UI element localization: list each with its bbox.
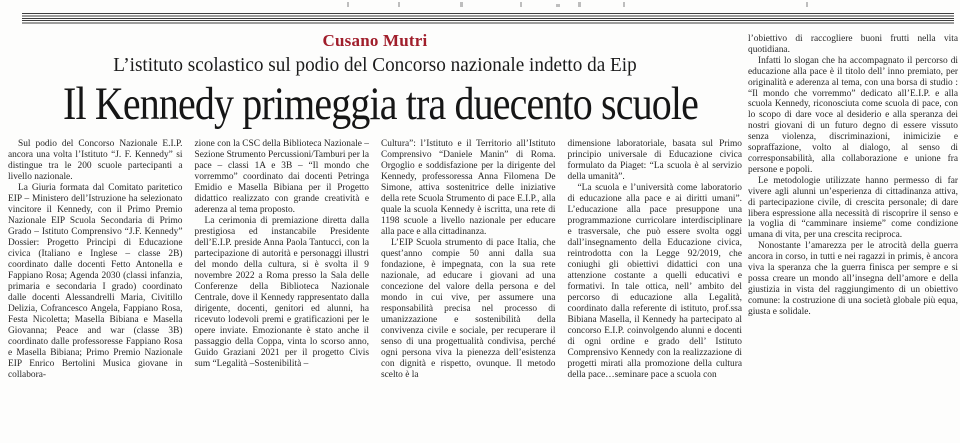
article-column-1: [8, 139, 183, 381]
article-column-2: [195, 139, 370, 381]
article-paragraph: zione con la CSC della Biblioteca Nazionale – Sezione Strumento Percussioni/Tamburi per la pace – classi 1A e 3B – “Il mondo che vorremmo” coordinato dai docenti Petringa Emidio e Masella Bibiana per il Progetto didattico realizzato con grande creatività e aderenza al tema proposto.: [194, 139, 369, 215]
masthead-rule: [22, 13, 954, 24]
article-paragraph: “La scuola e l’università come laboratorio di educazione alla pace e ai diritti umani”. L’educazione alla pace presuppone una programmazione curricolare interdisciplinare e trasversale, che può essere svolta oggi dall’insegnamento della Educazione civica, reintrodotta con la Legge 92/2019, che coniughi gli obiettivi didattici con una attenzione costante a quelli educativi e formativi. In tale ottica, nell’ ambito del percorso di educazione alla Legalità, coordinato dalla referente di istituto, prof.ssa Bibiana Masella, il Kennedy ha partecipato al concorso E.I.P. coinvolgendo alunni e docenti di ogni ordine e grado dell’ Istituto Comprensivo Kennedy con la realizzazione di progetti mirati alla promozione della cultura della pace…seminare pace a scuola con: [567, 183, 742, 380]
article-column-4: [568, 139, 743, 381]
subheadline: L’istituto scolastico sul podio del Concorso nazionale indetto da Eip: [113, 54, 637, 76]
article-column-5: [748, 34, 958, 318]
article-column-3: [381, 139, 556, 381]
article-paragraph: Sul podio del Concorso Nazionale E.I.P. ancora una volta l’Istituto “J. F. Kennedy” si distingue tra le 200 scuole partecipanti a livello nazionale.: [8, 139, 183, 182]
article-paragraph: Infatti lo slogan che ha accompagnato il percorso di educazione alla pace è il titolo dell’ inno premiato, per originalità e aderenza al tema, con una borsa di studio : “Il mondo che vorremmo” dedicato all’E.I.P. e alla scuola Kennedy, riconosciuta come scuola di pace, con lo scopo di dare voce al desiderio e alla speranza dei nostri giovani di un futuro degno di essere vissuto senza violenza, discriminazioni, inimicizie e sopraffazione, volto al dialogo, al senso di corresponsabilità, alla collaborazione e unione fra persone e popoli.: [748, 55, 958, 175]
article-paragraph: dimensione laboratoriale, basata sul Primo principio universale di Educazione civica formulato da Piaget: “La scuola è al servizio della umanità”.: [567, 139, 742, 182]
article-paragraph: l’obiettivo di raccogliere buoni frutti nella vita quotidiana.: [748, 34, 958, 55]
kicker-town-name: Cusano Mutri: [322, 31, 428, 50]
main-headline: Il Kennedy primeggia tra duecento scuole: [63, 78, 698, 130]
article-paragraph: La cerimonia di premiazione diretta dalla prestigiosa ed instancabile Presidente dell’E.I.P. preside Anna Paola Tantucci, con la partecipazione di autorità e personaggi illustri del mondo della cultura, si è svolta il 9 novembre 2022 a Roma presso la Sala delle Conferenze della Biblioteca Nazionale Centrale, dove il Kennedy rappresentato dalla dirigente, docenti, genitori ed alunni, ha ricevuto lodevoli premi e gratificazioni per le opere inviate. Emozionante è stato anche il passaggio della Coppa, vinta lo scorso anno, Guido Graziani 2021 per il progetto Civis sum “Legalità –Sostenibilità –: [194, 216, 369, 369]
article-main-block: [8, 31, 742, 381]
article-paragraph: L’EIP Scuola strumento di pace Italia, che quest’anno compie 50 anni dalla sua fondazione, è impegnata, con la sua rete nazionale, ad educare i giovani ad una concezione del valore della persona e del mondo in cui vive, per assumere una responsabilità precisa nel processo di umanizzazione e sostenibilità della convivenza civile e sociale, per recuperare il senso di una progettualità condivisa, perché ogni persona viva la pienezza dell’esistenza con dignità e rispetto, ovunque. Il metodo scelto è la: [381, 238, 556, 380]
article-columns: [8, 139, 742, 381]
article-paragraph: Le metodologie utilizzate hanno permesso di far vivere agli alunni un’esperienza di cittadinanza attiva, di partecipazione civile, di crescita personale; di dare libera espressione alla necessità di riscoprire il senso e la voglia di “camminare insieme” come condizione umana di vita, per una crescita reciproca.: [748, 175, 958, 241]
article-paragraph: Nonostante l’amarezza per le atrocità della guerra ancora in corso, in tutti e nei ragazzi in primis, è ancora viva la speranza che la guerra finisca per sempre e si possa creare un mondo all’insegna dell’amore e della giustizia in vista del raggiungimento di un obiettivo comune: la costruzione di una società globale più equa, giusta e solidale.: [748, 241, 958, 317]
article-paragraph: Cultura”: l’Istituto e il Territorio all’Istituto Comprensivo “Daniele Manin” di Roma. Orgoglio e soddisfazione per la dirigente del Kennedy, professoressa Anna Filomena De Simone, attiva sostenitrice delle iniziative della rete Scuola Strumento di pace E.I.P., alla quale la scuola Kennedy è iscritta, una rete di 1198 scuole a livello nazionale per educare alla pace e alla cittadinanza.: [381, 139, 556, 237]
article-paragraph: La Giuria formata dal Comitato paritetico EIP – Ministero dell’Istruzione ha selezionato vincitore il Kennedy, con il Primo Premio Nazionale EIP Scuola Secondaria di Primo Grado – Istituto Comprensivo “J.F. Kennedy” Dossier: Progetto Principi di Educazione civica (Italiano e Inglese – classe 2B) coordinato dalle docenti Fetto Antonella e Fappiano Rosa; Agenda 2030 (classi infanzia, primaria e secondaria I grado) coordinato dalle docenti Alessandrelli Maria, Civitillo Delizia, Cofrancesco Angela, Fappiano Rosa, Festa Nicoletta; Masella Bibiana e Masella Giovanna; Peace and war (classe 3B) coordinato dalle professoresse Fappiano Rosa e Masella Bibiana; Primo Premio Nazionale EIP Enrico Bertolini Musica giovane in collabora-: [8, 183, 183, 380]
